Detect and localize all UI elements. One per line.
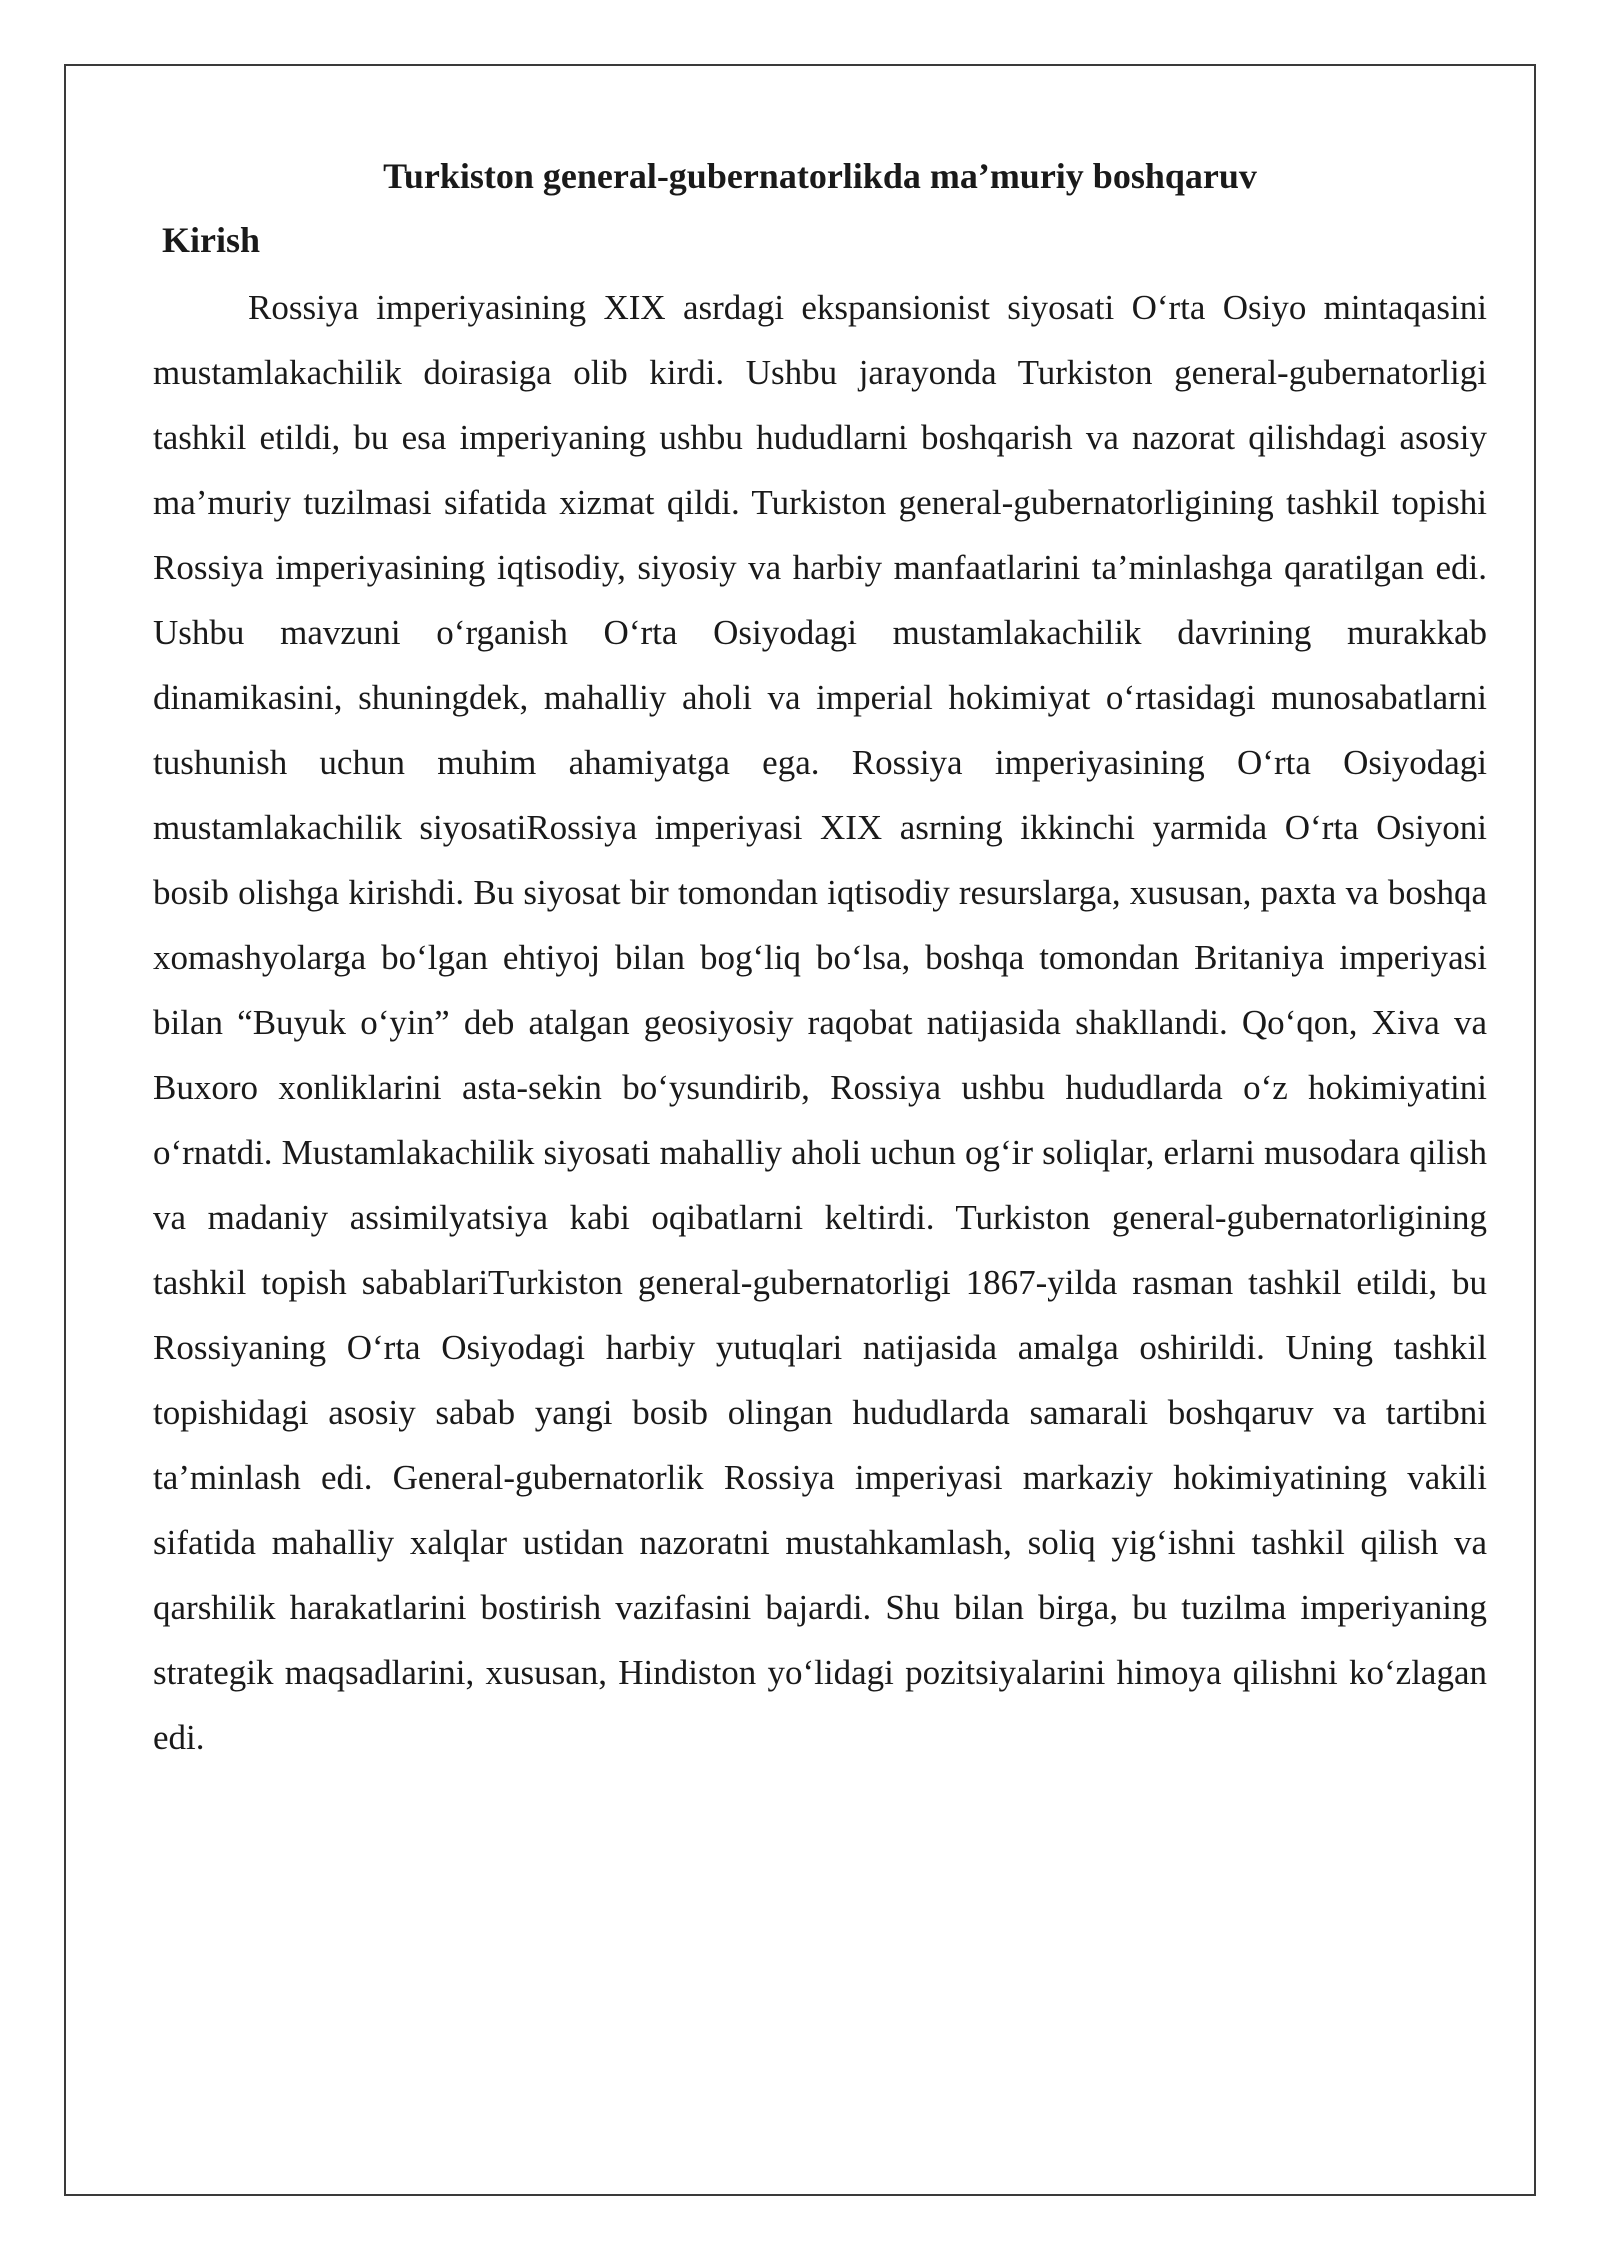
body-paragraph: Rossiya imperiyasining XIX asrdagi ekspansionist siyosati O‘rta Osiyo mintaqasini mustamlakachilik doirasiga olib kirdi. Ushbu jarayonda Turkiston general-gubernatorligi tashkil etildi, bu esa imperiyaning ushbu hududlarni boshqarish va nazorat qilishdagi asosiy ma’muriy tuzilmasi sifatida xizmat qildi. Turkiston general-gubernatorligining tashkil topishi Rossiya imperiyasining iqtisodiy, siyosiy va harbiy manfaatlarini ta’minlashga qaratilgan edi. Ushbu mavzuni o‘rganish O‘rta Osiyodagi mustamlakachilik davrining murakkab dinamikasini, shuningdek, mahalliy aholi va imperial hokimiyat o‘rtasidagi munosabatlarni tushunish uchun muhim ahamiyatga ega. Rossiya imperiyasining O‘rta Osiyodagi mustamlakachilik siyosatiRossiya imperiyasi XIX asrning ikkinchi yarmida O‘rta Osiyoni bosib olishga kirishdi. Bu siyosat bir tomondan iqtisodiy resurslarga, xususan, paxta va boshqa xomashyolarga bo‘lgan ehtiyoj bilan bog‘liq bo‘lsa, boshqa tomondan Britaniya imperiyasi bilan “Buyuk o‘yin” deb atalgan geosiyosiy raqobat natijasida shakllandi. Qo‘qon, Xiva va Buxoro xonliklarini asta-sekin bo‘ysundirib, Rossiya ushbu hududlarda o‘z hokimiyatini o‘rnatdi. Mustamlakachilik siyosati mahalliy aholi uchun og‘ir soliqlar, erlarni musodara qilish va madaniy assimilyatsiya kabi oqibatlarni keltirdi. Turkiston general-gubernatorligining tashkil topish sabablariTurkiston general-gubernatorligi 1867-yilda rasman tashkil etildi, bu Rossiyaning O‘rta Osiyodagi harbiy yutuqlari natijasida amalga oshirildi. Uning tashkil topishidagi asosiy sabab yangi bosib olingan hududlarda samarali boshqaruv va tartibni ta’minlash edi. General-gubernatorlik Rossiya imperiyasi markaziy hokimiyatining vakili sifatida mahalliy xalqlar ustidan nazoratni mustahkamlash, soliq yig‘ishni tashkil qilish va qarshilik harakatlarini bostirish vazifasini bajardi. Shu bilan birga, bu tuzilma imperiyaning strategik maqsadlarini, xususan, Hindiston yo‘lidagi pozitsiyalarini himoya qilishni ko‘zlagan edi. [153, 288, 1487, 1757]
section-heading-kirish: Kirish [162, 220, 261, 260]
document-title: Turkiston general-gubernatorlikda ma’muriy boshqaruv [383, 156, 1257, 196]
